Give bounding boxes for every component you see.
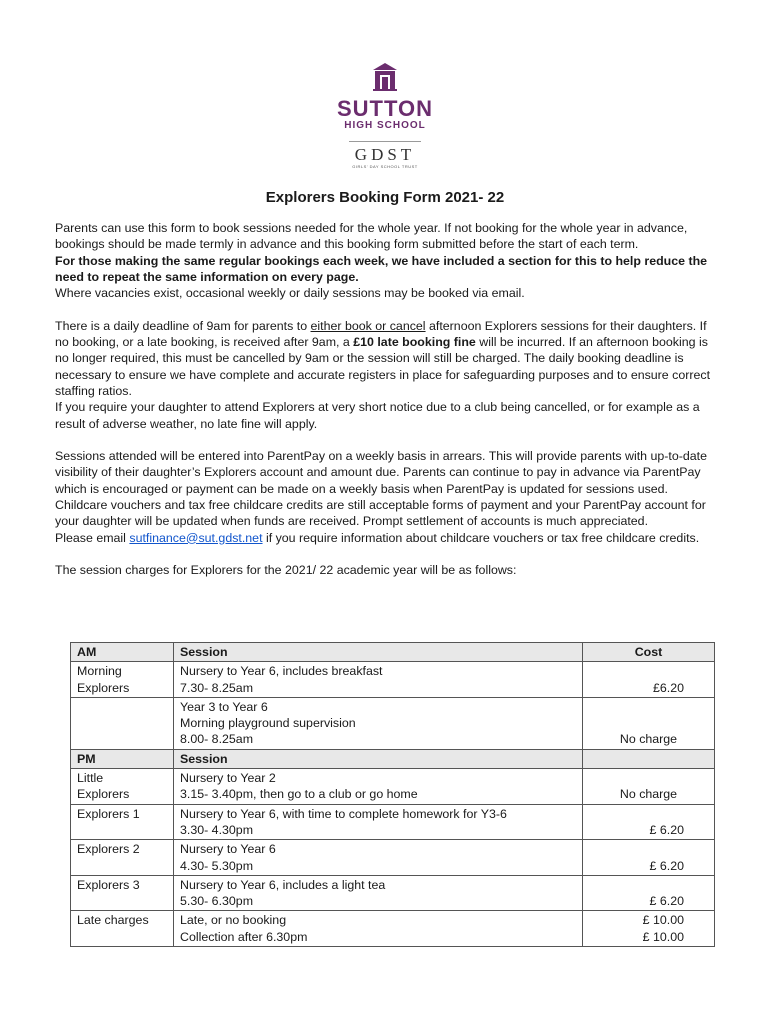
header-cell: AM [71,643,174,662]
deadline-text: There is a daily deadline of 9am for parents to [55,318,311,333]
cost-cell: £ 6.20 [583,875,715,911]
table-row [71,911,715,947]
logo-divider [349,141,421,142]
cost-cell: No charge [583,697,715,749]
row-name: Explorers [77,787,130,802]
table-row [71,769,715,805]
session-time: 7.30- 8.25am [180,680,254,695]
row-name: Little [77,771,104,786]
table-row [71,804,715,840]
school-logo [320,62,450,170]
session-desc: Nursery to Year 6, includes breakfast [180,664,383,679]
session-time: 3.30- 4.30pm [180,822,254,837]
session-desc: Nursery to Year 6, with time to complete homework for Y3-6 [180,806,507,821]
row-name: Explorers [77,680,130,695]
intro-bold-text: For those making the same regular bookings each week, we have included a section for this to help reduce the need to repeat the same information on every page. [55,253,708,284]
session-time: 4.30- 5.30pm [180,858,254,873]
row-name: Explorers 2 [71,840,174,876]
session-desc: Nursery to Year 6 [180,842,276,857]
charges-table [70,642,715,947]
parentpay-text: Sessions attended will be entered into ParentPay on a weekly basis in arrears. This will provide parents with up-to-date visibility of their daughter’s Explorers account and amount due. Parents can continue to pay in advance via ParentPay which is encouraged or payment can be made on a weekly basis when ParentPay is updated for sessions used. Childcare vouchers and tax free childcare credits are still acceptable forms of payment and your ParentPay account for your daughter will be updated when funds are received. Prompt settlement of accounts is much appreciated. [55,449,708,529]
deadline-text-post: will be incurred. If an afternoon booking is no longer required, this must be cancelled by 9am or the session will still be charged. The daily booking deadline is necessary to ensure we have complete and accurate registers in place for safeguarding purposes and to ensure correct staffing ratios. [55,335,711,398]
session-time: 5.30- 6.30pm [180,894,254,909]
email-text: Please email [55,530,130,545]
document-body [55,220,720,579]
intro-paragraph [55,220,720,301]
row-name: Explorers 1 [71,804,174,840]
cost-cell: £ 10.00 [642,913,684,928]
table-header-am [71,643,715,662]
trust-name: GDST [354,145,416,164]
intro-text: Parents can use this form to book sessions needed for the whole year. If not booking for the whole year in advance, bookings should be made termly in advance and this booking form submitted before the start of each term. [55,221,688,252]
late-fine-text: £10 late booking fine [353,335,476,350]
table-header-pm [71,749,715,768]
cost-cell: £ 10.00 [642,929,684,944]
finance-email-link[interactable]: sutfinance@sut.gdst.net [129,530,263,545]
session-desc: Year 3 to Year 6 [180,699,268,714]
session-desc: Late, or no booking [180,913,287,928]
school-subtitle: HIGH SCHOOL [344,120,426,131]
table-row [71,840,715,876]
deadline-paragraph [55,318,720,432]
cost-cell: £6.20 [583,662,715,698]
header-cell: PM [71,749,174,768]
charges-intro: The session charges for Explorers for the 2021/ 22 academic year will be as follows: [55,563,517,578]
session-time: 8.00- 8.25am [180,732,254,747]
table-row [71,662,715,698]
table-row [71,697,715,749]
cost-cell: £ 6.20 [583,840,715,876]
deadline-text-mid: afternoon Explorers sessions for their daughters. If no booking, or a late booking, is received after 9am, a [55,318,707,350]
school-building-icon [372,62,398,92]
session-time: 3.15- 3.40pm, then go to a club or go home [180,787,418,802]
header-cell: Session [174,643,583,662]
intro-vacancies-text: Where vacancies exist, occasional weekly or daily sessions may be booked via email. [55,286,525,301]
deadline-underlined: either book or cancel [310,318,426,333]
short-notice-text: If you require your daughter to attend Explorers at very short notice due to a club being cancelled, or for example as a result of adverse weather, no late fine will apply. [55,400,700,431]
header-cell: Session [174,749,583,768]
parentpay-paragraph [55,448,720,546]
session-desc: Collection after 6.30pm [180,929,308,944]
header-cell: Cost [583,643,715,662]
session-desc: Nursery to Year 6, includes a light tea [180,877,386,892]
cost-cell: £ 6.20 [583,804,715,840]
session-desc: Morning playground supervision [180,716,356,731]
session-desc: Nursery to Year 2 [180,771,276,786]
school-name: SUTTON [336,96,434,121]
row-name: Morning [77,664,122,679]
row-name: Explorers 3 [71,875,174,911]
trust-full-name: GIRLS' DAY SCHOOL TRUST [352,164,418,169]
row-name: Late charges [71,911,174,947]
table-row [71,875,715,911]
cost-cell: No charge [583,769,715,805]
page-title: Explorers Booking Form 2021- 22 [265,189,505,206]
email-text-post: if you require information about childcare vouchers or tax free childcare credits. [262,530,700,545]
